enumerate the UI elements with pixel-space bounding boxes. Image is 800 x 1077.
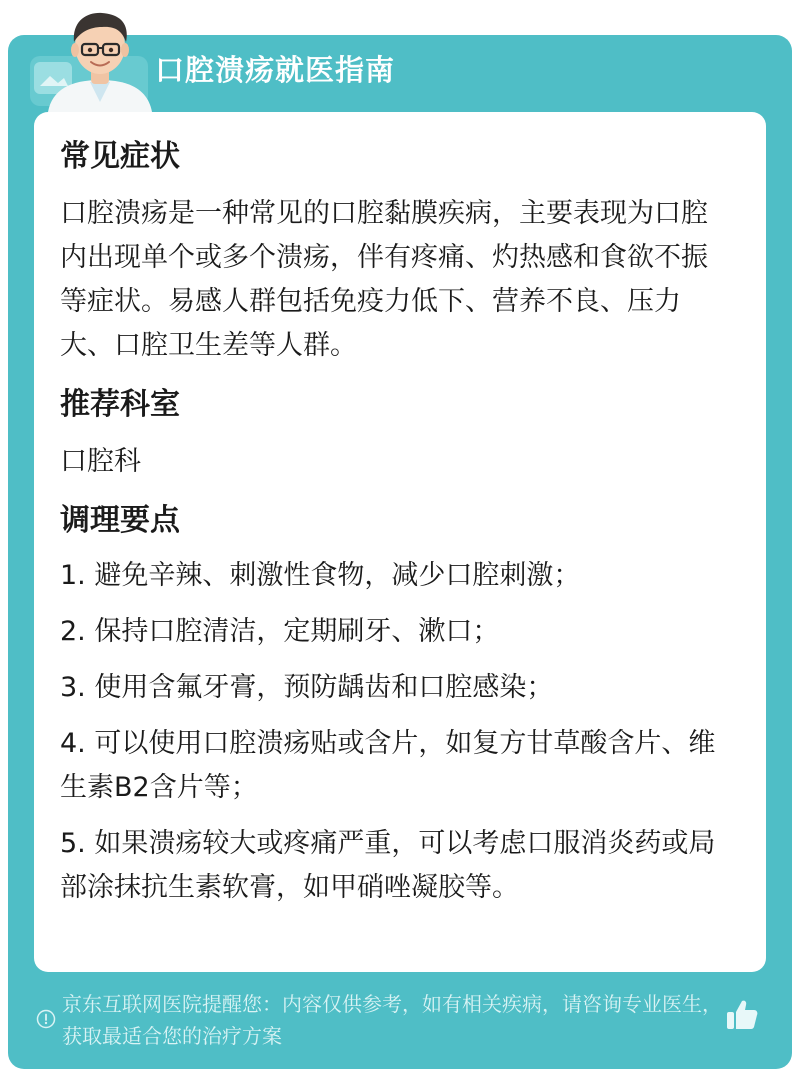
page-title: 口腔溃疡就医指南 <box>155 53 396 87</box>
doctor-avatar <box>42 6 157 112</box>
care-item: 2. 保持口腔清洁，定期刷牙、漱口； <box>60 616 500 647</box>
care-item: 5. 如果溃疡较大或疼痛严重，可以考虑口服消炎药或局部涂抹抗生素软膏，如甲硝唑凝胶等。 <box>60 828 716 903</box>
department-heading: 推荐科室 <box>60 387 180 422</box>
care-item: 1. 避免辛辣、刺激性食物，减少口腔刺激； <box>60 560 581 591</box>
department-text: 口腔科 <box>60 446 141 477</box>
disclaimer-text: 京东互联网医院提醒您：内容仅供参考，如有相关疾病，请咨询专业医生，获取最适合您的治疗方案 <box>62 992 722 1048</box>
care-item: 4. 可以使用口腔溃疡贴或含片，如复方甘草酸含片、维生素B2含片等； <box>60 728 716 803</box>
symptoms-heading: 常见症状 <box>60 139 180 174</box>
care-heading: 调理要点 <box>60 503 180 538</box>
guide-content <box>60 132 730 922</box>
footer <box>36 988 766 1058</box>
content-card <box>34 112 766 972</box>
care-list <box>60 554 730 910</box>
info-icon <box>36 1009 56 1029</box>
thumbs-up-icon[interactable] <box>724 997 760 1033</box>
care-item: 3. 使用含氟牙膏，预防龋齿和口腔感染； <box>60 672 554 703</box>
symptoms-text: 口腔溃疡是一种常见的口腔黏膜疾病，主要表现为口腔内出现单个或多个溃疡，伴有疼痛、灼热感和食欲不振等症状。易感人群包括免疫力低下、营养不良、压力大、口腔卫生差等人群。 <box>60 198 708 361</box>
